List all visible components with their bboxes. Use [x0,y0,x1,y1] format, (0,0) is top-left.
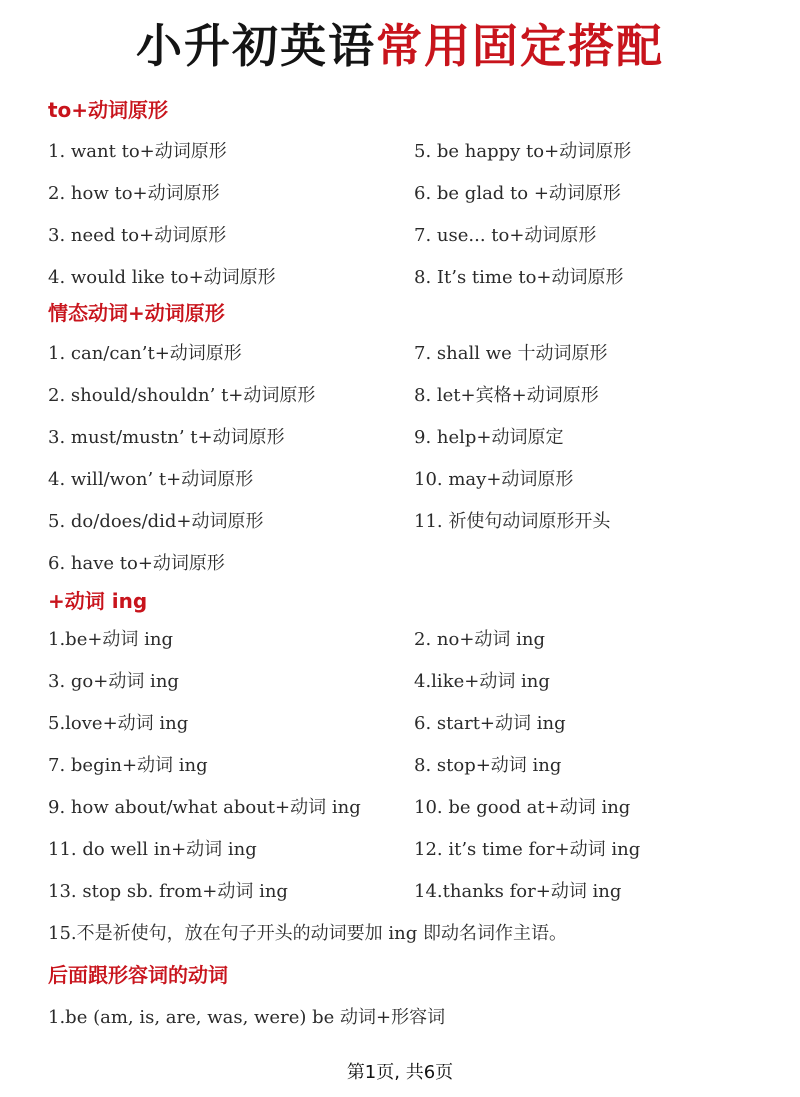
list-item: 6. have to+动词原形 [48,553,225,574]
title-black-part: 小升初英语 [136,19,376,73]
section-heading-modal-verbs: 情态动词+动词原形 [48,301,225,325]
list-item: 10. be good at+动词 ing [414,797,631,818]
list-item: 1. can/can’t+动词原形 [48,343,242,364]
list-item: 8. It’s time to+动词原形 [414,267,624,288]
list-item: 13. stop sb. from+动词 ing [48,881,288,902]
list-item: 2. no+动词 ing [414,629,546,650]
list-item: 4. will/won’ t+动词原形 [48,469,254,490]
list-item: 1. want to+动词原形 [48,141,227,162]
page-number: 第1页, 共6页 [346,1062,454,1083]
list-item: 11. do well in+动词 ing [48,839,257,860]
list-item: 6. be glad to +动词原形 [414,183,621,204]
list-item: 8. stop+动词 ing [414,755,562,776]
list-item-full-width: 1.be (am, is, are, was, were) be 动词+形容词 [48,1007,446,1028]
list-item: 7. use... to+动词原形 [414,225,597,246]
list-item: 5.love+动词 ing [48,713,189,734]
list-item: 14.thanks for+动词 ing [414,881,622,902]
section-heading-linking-verbs: 后面跟形容词的动词 [48,963,228,987]
list-item: 9. how about/what about+动词 ing [48,797,361,818]
list-item: 4. would like to+动词原形 [48,267,276,288]
list-item: 3. must/mustn’ t+动词原形 [48,427,285,448]
list-item: 7. begin+动词 ing [48,755,208,776]
list-item: 12. it’s time for+动词 ing [414,839,641,860]
list-item: 7. shall we 十动词原形 [414,343,608,364]
list-item: 3. go+动词 ing [48,671,179,692]
list-item: 11. 祈使句动词原形开头 [414,511,611,532]
list-item: 4.like+动词 ing [414,671,550,692]
section-heading-gerund: +动词 ing [48,589,148,613]
list-item: 10. may+动词原形 [414,469,574,490]
section-heading-to-infinitive: to+动词原形 [48,98,169,122]
list-item: 2. should/shouldn’ t+动词原形 [48,385,316,406]
list-item: 3. need to+动词原形 [48,225,227,246]
list-item: 1.be+动词 ing [48,629,174,650]
list-item: 6. start+动词 ing [414,713,566,734]
list-item: 8. let+宾格+动词原形 [414,385,599,406]
list-item-full-width: 15.不是祈使句，放在句子开头的动词要加 ing 即动名词作主语。 [48,923,567,944]
list-item: 5. be happy to+动词原形 [414,141,632,162]
list-item: 9. help+动词原定 [414,427,564,448]
list-item: 2. how to+动词原形 [48,183,220,204]
title-red-part: 常用固定搭配 [376,19,664,73]
list-item: 5. do/does/did+动词原形 [48,511,264,532]
page-title [0,16,800,76]
